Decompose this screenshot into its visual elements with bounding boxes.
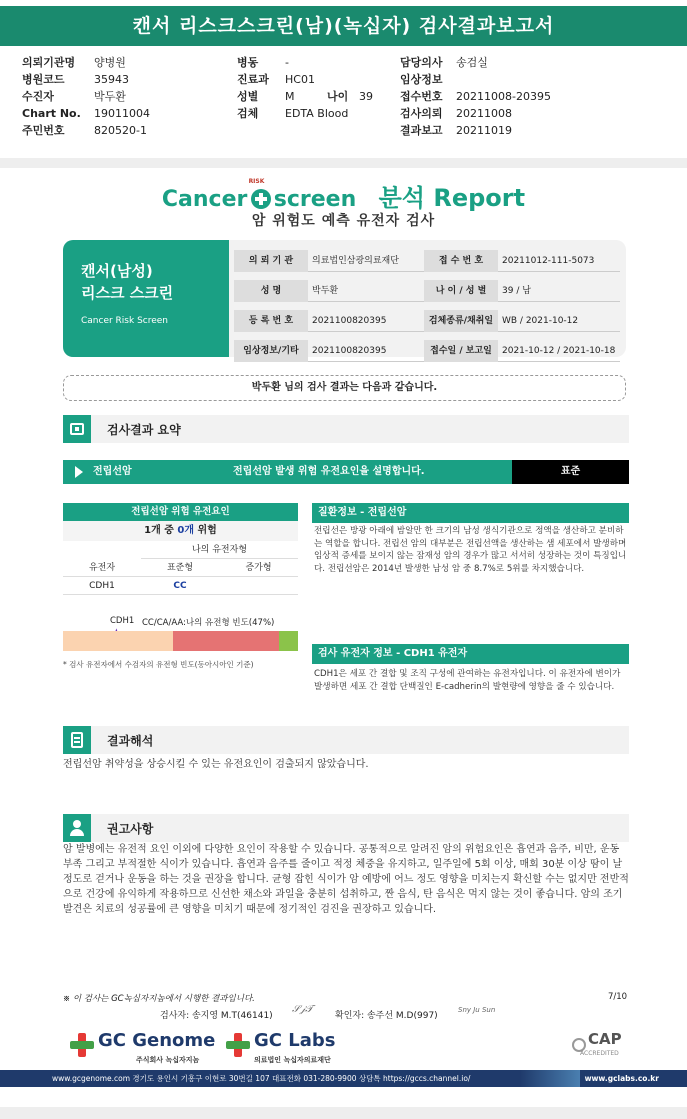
clipboard-icon [63,726,91,754]
table-row [63,577,298,595]
ward-label: 병동 [237,56,259,69]
clinical-info-label: 임상정보 [400,73,443,86]
request-date-label: 검사의뢰 [400,107,443,120]
gc-labs-logo: GC Labs [254,1030,336,1051]
freq-label: CC/CA/AA:나의 유전형 빈도(47%) [142,618,275,628]
gc-cross-icon [226,1033,250,1057]
patient-row [234,250,620,272]
pt-value: 2021100820395 [308,310,424,332]
page-divider [0,158,687,168]
pt-label: 접수일 / 보고일 [424,340,498,362]
gene-info-text: CDH1은 세포 간 결합 및 조직 구성에 관여하는 유전자입니다. 이 유전자에 변이가 발생하면 세포 간 결합 단백질인 E-cadherin의 발현량에 영향을 줄 수 있습니다. [314,669,621,692]
gene-info-panel [312,644,629,693]
cancer-desc: 전립선암 발생 위험 유전요인을 설명합니다. [233,466,425,477]
examiner: 검사자: 송지영 M.T(46141) [160,1011,273,1021]
pt-value: 2021100820395 [308,340,424,362]
report-logo [0,178,687,213]
pt-label: 검체종류/채취일 [424,310,498,332]
pt-label: 접 수 번 호 [424,250,498,272]
interp-text: 전립선암 취약성을 상승시킬 수 있는 유전요인이 검출되지 않았습니다. [63,759,369,770]
pt-value: 39 / 남 [498,280,620,302]
gc-genome-sub: 주식회사 녹십자지놈 [136,1056,200,1064]
resident-no-label: 주민번호 [22,124,65,137]
sex-value: M [285,90,295,103]
logo-report-text: 분석 Report [378,184,526,212]
confirmer: 확인자: 송주선 M.D(997) [335,1011,438,1021]
lab-note: ※ 이 검사는 GC녹십자지놈에서 시행한 결과입니다. [63,994,255,1004]
advice-section-header [63,814,629,842]
resident-no-value: 820520-1 [94,124,147,137]
std-col-header: 표준형 [141,559,219,577]
specimen-label: 검체 [237,107,259,120]
header-col-3 [400,54,600,139]
my-genotype-header: 나의 유전자형 [141,541,298,559]
risk-count [63,521,298,541]
report-subtitle: 암 위험도 예측 유전자 검사 [251,213,436,229]
gene-col-header: 유전자 [63,559,141,577]
pt-value: 박두환 [308,280,424,302]
patient-table [234,250,620,362]
pt-value: 2021-10-12 / 2021-10-18 [498,340,620,362]
sex-label: 성별 [237,90,259,103]
cancer-name: 전립선암 [93,466,132,477]
chart-no-label: Chart No. [22,107,81,120]
pt-label: 나 이 / 성 별 [424,280,498,302]
banner-line-1: 캔서(남성) [81,262,153,280]
report-date-label: 결과보고 [400,124,443,137]
hospital-name-label: 의뢰기관명 [22,56,76,69]
risk-count-prefix: 1개 중 [144,525,178,536]
play-icon [75,466,83,478]
freq-note: * 검사 유전자에서 수검자의 유전형 빈도(동아시아인 기준) [63,660,254,669]
hospital-code-label: 병원코드 [22,73,65,86]
cap-text: CAP [588,1030,622,1048]
footer-website: www.gclabs.co.kr [584,1074,659,1083]
result-notice: 박두환 님의 검사 결과는 다음과 같습니다. [63,375,626,401]
risk-count-number: 0개 [177,525,195,536]
disease-info-panel [312,503,629,575]
advice-text: 암 발병에는 유전적 요인 이외에 다양한 요인이 작용할 수 있습니다. 공통적으로 알려진 암의 위험요인은 흡연과 음주, 비만, 운동 부족 그리고 부적절한 식이가 있습니다. 흡연과 음주를 줄이고 적정 체중을 유지하고, 일주일에 5회 이상, 매회 30분 이상 땀이 날 정도로 걷거나 운동을 하는 것을 권장을 합니다. 균형 잡힌 식이가 암 예방에 어느 정도 영향을 미치는지 확신할 수는 없지만 전반적으로 건강에 유익하게 작용하므로 신선한 채소와 과일을 충분히 섭취하고, 짠 음식, 탄 음식은 먹지 않는 것이 좋습니다. 암의 조기발견은 치료의 성공률에 큰 영향을 미치기 때문에 정기적인 검진을 권장하고 있습니다. [63,844,629,915]
receipt-no-value: 20211008-20395 [456,90,551,103]
pt-value: 의료법인삼광의료재단 [308,250,424,272]
disease-info-title: 질환정보 - 전립선암 [312,503,629,523]
gene-inc-value [219,577,298,595]
header-col-1 [22,54,222,139]
banner-english: Cancer Risk Screen [81,316,169,326]
patient-value: 박두환 [94,90,126,103]
gc-genome-logo: GC Genome [98,1030,216,1051]
cap-accredited-logo [572,1030,632,1064]
cap-sub: ACCREDITED [580,1050,619,1057]
person-icon [63,814,91,842]
logo-cancer-text: Cancer [161,187,248,212]
freq-gene-label: CDH1 [110,616,135,626]
header-col-2 [237,54,397,122]
patient-row [234,310,620,332]
pt-label: 임상정보/기타 [234,340,308,362]
report-date-value: 20211019 [456,124,512,137]
examiner-signature: 𝒮𝒿𝒯 [292,1004,313,1015]
pt-label: 의 뢰 기 관 [234,250,308,272]
doctor-value: 송검실 [456,56,488,69]
inc-col-header: 증가형 [219,559,298,577]
gene-info-title: 검사 유전자 정보 - CDH1 유전자 [312,644,629,664]
pt-label: 성 명 [234,280,308,302]
page-bottom-divider [0,1107,687,1119]
pt-value: 20211012-111-5073 [498,250,620,272]
risk-count-suffix: 위험 [194,525,217,536]
gene-name: CDH1 [63,577,141,595]
hospital-code-value: 35943 [94,73,129,86]
advice-section-title: 권고사항 [107,822,154,836]
department-value: HC01 [285,73,315,86]
confirmer-signature: Sny Ju Sun [458,1006,496,1014]
gene-std-value: CC [141,577,219,595]
freq-seg-standard [63,631,173,651]
gc-labs-sub: 의료법인 녹십자의료재단 [254,1056,331,1064]
summary-section-title: 검사결과 요약 [107,423,181,437]
plus-circle-icon [248,178,271,209]
product-banner [63,240,229,357]
footer-accent [520,1070,580,1087]
freq-seg-mid [173,631,279,651]
summary-section-header [63,415,629,443]
interp-section-header [63,726,629,754]
banner-line-2: 리스크 스크린 [81,284,174,302]
patient-row [234,280,620,302]
doctor-label: 담당의사 [400,56,443,69]
risk-level-badge: 표준 [512,460,629,484]
calendar-icon [63,415,91,443]
ward-value: - [285,56,289,69]
genotype-frequency-bar [63,631,298,651]
footer-address-bar [0,1070,687,1087]
patient-label: 수진자 [22,90,54,103]
prostate-risk-bar [63,460,629,484]
chart-no-value: 19011004 [94,107,150,120]
request-date-value: 20211008 [456,107,512,120]
receipt-no-label: 접수번호 [400,90,443,103]
pt-label: 등 록 번 호 [234,310,308,332]
specimen-value: EDTA Blood [285,107,349,120]
interp-section-title: 결과해석 [107,734,154,748]
freq-seg-high [279,631,298,651]
page-number: 7/10 [608,992,628,1002]
report-title: 캔서 리스크스크린(남)(녹십자) 검사결과보고서 [0,6,687,46]
footer-address: www.gcgenome.com 경기도 용인시 기흥구 이현로 30번길 107 대표전화 031-280-9900 상담톡 https://gccs.channel.io/ [52,1074,471,1083]
age-value: 39 [359,90,373,103]
risk-factor-table [63,503,298,595]
disease-info-text: 전립선은 방광 아래에 밤알만 한 크기의 남성 생식기관으로 정액을 생산하고 분비하는 역할을 합니다. 전립선 암의 대부분은 전립선액을 생산하는 샘 세포에서 발생하며 임상적 증세를 보이지 않는 잠재성 암의 경우가 많고 서서히 성장하는 것이 특징입니다. 전립선암은 2014년 발생한 남성 암 중 8.7%로 5위를 차지했습니다. [314,526,627,574]
risk-table-title: 전립선암 위험 유전요인 [63,503,298,521]
hospital-name-value: 양병원 [94,56,126,69]
logo-risk-text: RISK [248,178,265,185]
pt-value: WB / 2021-10-12 [498,310,620,332]
department-label: 진료과 [237,73,269,86]
logo-screen-text: screen [273,187,357,212]
age-label: 나이 [327,90,349,103]
gc-cross-icon [70,1033,94,1057]
patient-row [234,340,620,362]
